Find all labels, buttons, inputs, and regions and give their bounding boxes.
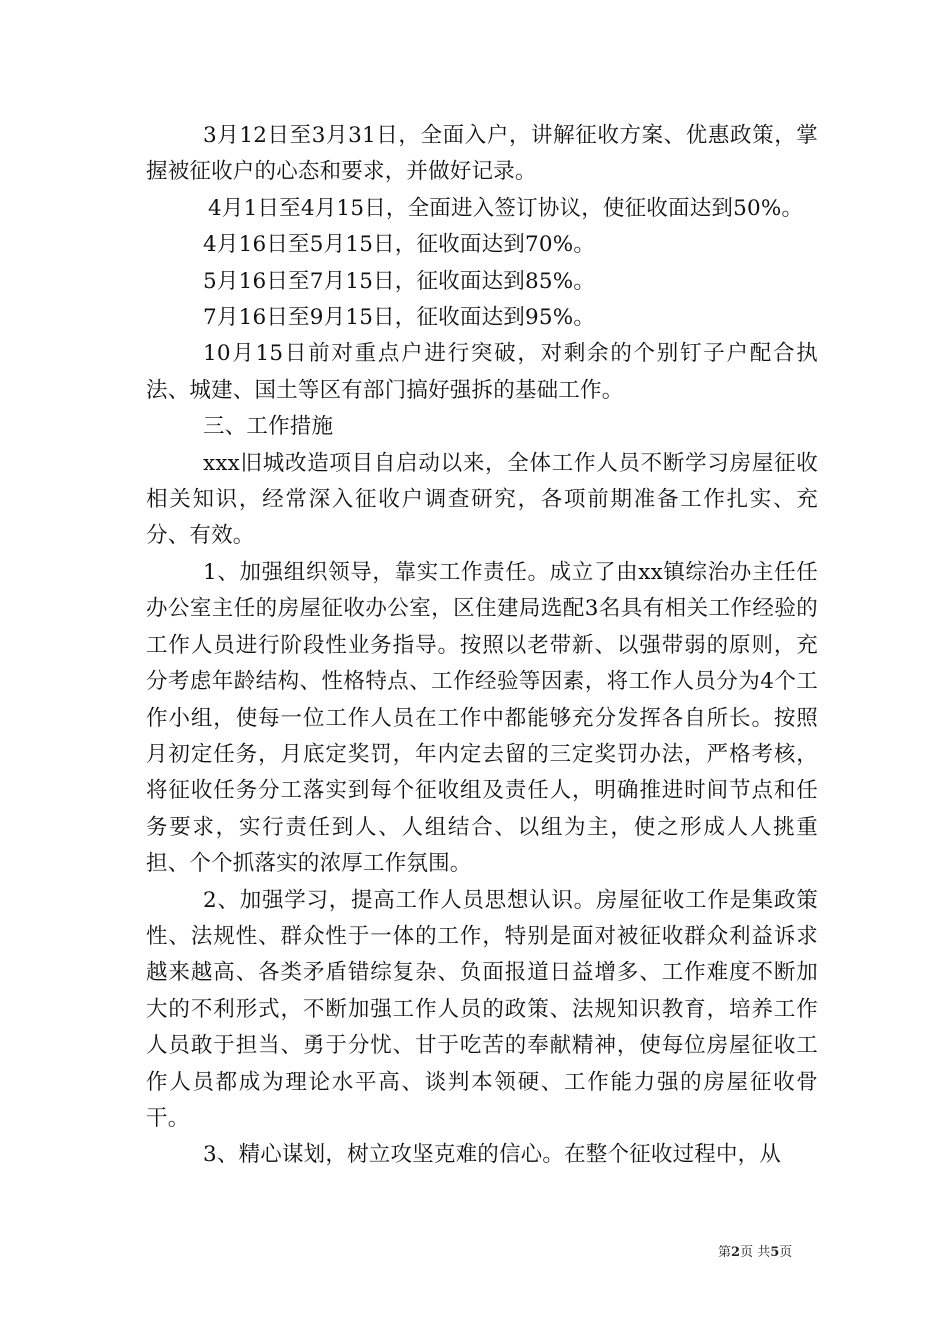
paragraph-measure-1: 1、加强组织领导，靠实工作责任。成立了由xx镇综治办主任任办公室主任的房屋征收办公室，区住建局选配3名具有相关工作经验的工作人员进行阶段性业务指导。按照以老带新、以强带弱的原则，充分考虑年龄结构、性格特点、工作经验等因素，将工作人员分为4个工作小组，使每一位工作人员在工作中都能够充分发挥各自所长。按照月初定任务，月底定奖罚，年内定去留的三定奖罚办法，严格考核，将征收任务分工落实到每个征收组及责任人，明确推进时间节点和任务要求，实行责任到人、人组结合、以组为主，使之形成人人挑重担、个个抓落实的浓厚工作氛围。 [146,559,818,877]
footer-total-pages: 5 [770,1245,780,1260]
footer-middle: 页 共 [740,1245,771,1260]
paragraph-measure-2: 2、加强学习，提高工作人员思想认识。房屋征收工作是集政策性、法规性、群众性于一体的工作，特别是面对被征收群众利益诉求越来越高、各类矛盾错综复杂、负面报道日益增多、工作难度不断加大的不利形式，不断加强工作人员的政策、法规知识教育，培养工作人员敢于担当、勇于分忧、甘于吃苦的奉献精神，使每位房屋征收工作人员都成为理论水平高、谈判本领硬、工作能力强的房屋征收骨干。 [146,887,818,1131]
paragraph-measure-3: 3、精心谋划，树立攻坚克难的信心。在整个征收过程中，从 [203,1142,782,1168]
paragraph-schedule-may-july: 5月16日至7月15日，征收面达到85%。 [203,268,596,294]
paragraph-schedule-april-first: 4月1日至4月15日，全面进入签订协议，使征收面达到50%。 [208,195,804,221]
footer-prefix: 第 [718,1245,732,1260]
paragraph-schedule-april-may: 4月16日至5月15日，征收面达到70%。 [203,232,596,258]
footer-current-page: 2 [731,1245,741,1260]
paragraph-schedule-october: 10月15日前对重点户进行突破，对剩余的个别钉子户配合执法、城建、国土等区有部门搞好强拆的基础工作。 [146,341,818,403]
footer-suffix: 页 [779,1245,793,1260]
paragraph-project-overview: xxx旧城改造项目自启动以来，全体工作人员不断学习房屋征收相关知识，经常深入征收户调查研究，各项前期准备工作扎实、充分、有效。 [146,450,818,549]
paragraph-schedule-july-september: 7月16日至9月15日，征收面达到95%。 [203,305,596,331]
paragraph-schedule-march: 3月12日至3月31日，全面入户，讲解征收方案、优惠政策，掌握被征收户的心态和要求，并做好记录。 [146,123,818,185]
page-number-footer [718,1245,792,1261]
document-body [146,118,818,1174]
section-heading-work-measures: 三、工作措施 [203,414,334,440]
